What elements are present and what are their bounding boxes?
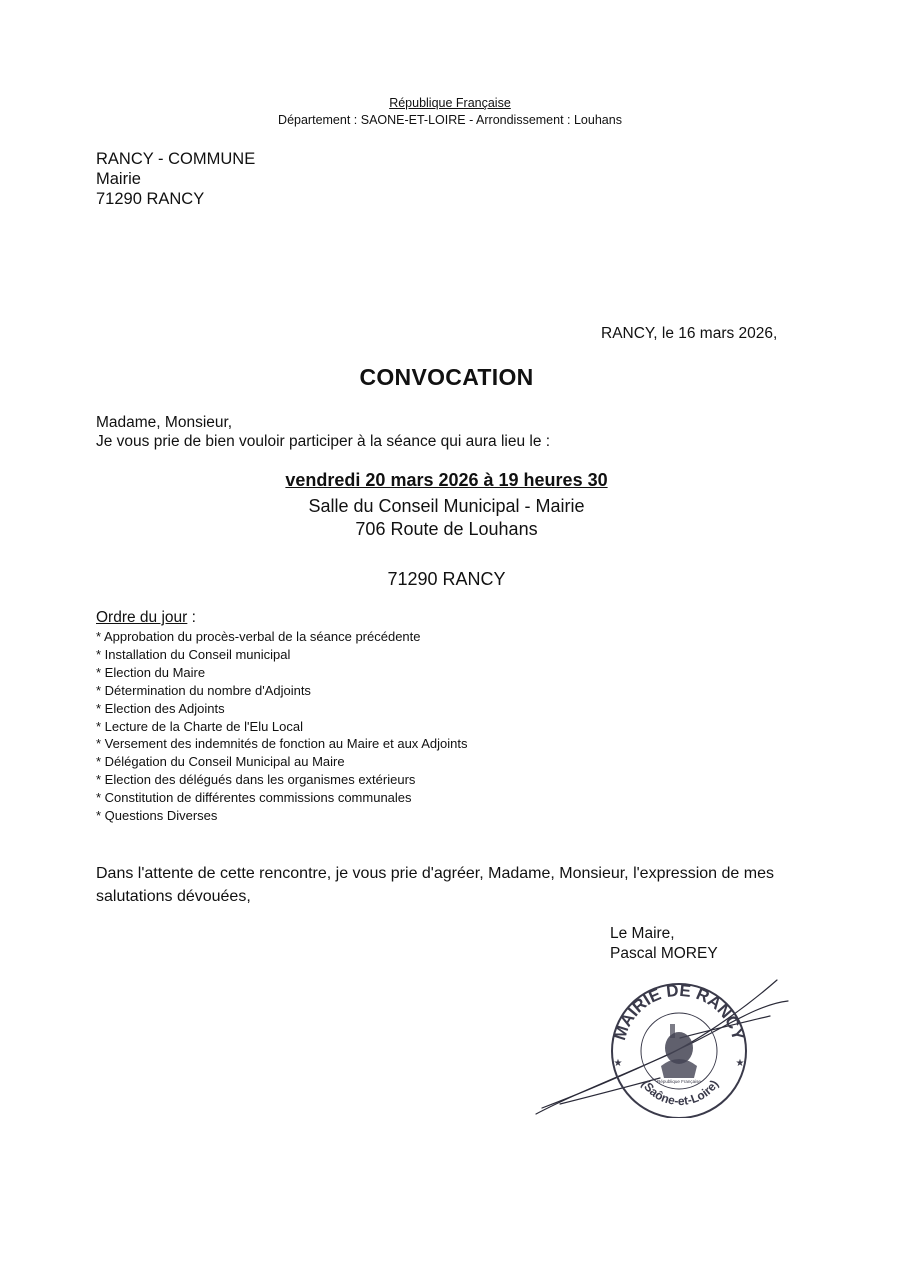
agenda-heading-colon: : (187, 609, 196, 626)
seal-bottom-text: (Saône-et-Loire) (638, 1077, 722, 1109)
sender-line: Mairie (96, 170, 141, 188)
republic-label: République Française (389, 96, 511, 110)
agenda-heading-label: Ordre du jour (96, 609, 188, 626)
agenda-item: * Election des délégués dans les organismes extérieurs (96, 772, 416, 788)
meeting-datetime: vendredi 20 mars 2026 à 19 heures 30 (285, 470, 608, 490)
intro-paragraph (96, 413, 550, 451)
signature-block (610, 924, 718, 964)
agenda-item: * Election des Adjoints (96, 700, 225, 716)
meeting-room: Salle du Conseil Municipal - Mairie (308, 496, 585, 516)
department-label: Département : SAONE-ET-LOIRE - Arrondissement : Louhans (278, 113, 622, 127)
closing-paragraph: Dans l'attente de cette rencontre, je vous prie d'agréer, Madame, Monsieur, l'expression de mes salutations dévouées, (96, 865, 774, 905)
sender-address (96, 149, 255, 209)
agenda-item: * Lecture de la Charte de l'Elu Local (96, 718, 303, 734)
agenda-item: * Installation du Conseil municipal (96, 646, 291, 662)
agenda-item: * Constitution de différentes commissions communales (96, 790, 412, 806)
document-title: CONVOCATION (359, 364, 534, 390)
official-seal (610, 981, 748, 1118)
signatory-name: Pascal MOREY (610, 945, 718, 962)
agenda-item: * Election du Maire (96, 664, 206, 680)
agenda-item: * Versement des indemnités de fonction au Maire et aux Adjoints (96, 736, 468, 752)
seal-top-text: MAIRIE DE RANCY (610, 980, 748, 1043)
meeting-city: 71290 RANCY (387, 569, 506, 589)
invitation-line: Je vous prie de bien vouloir participer à la séance qui aura lieu le : (96, 433, 551, 450)
star-left-icon: ★ (613, 1058, 623, 1069)
marianne-emblem (661, 1024, 697, 1078)
signatory-role: Le Maire, (610, 925, 675, 942)
republic-header (0, 95, 900, 129)
salutation: Madame, Monsieur, (96, 414, 233, 431)
mayor-stamp-and-signature (530, 968, 800, 1118)
agenda-list (96, 628, 467, 825)
date-line: RANCY, le 16 mars 2026, (601, 325, 778, 342)
agenda-item: * Délégation du Conseil Municipal au Maire (96, 754, 345, 770)
sender-line: 71290 RANCY (96, 190, 205, 208)
star-right-icon: ★ (735, 1058, 745, 1069)
sender-line: RANCY - COMMUNE (96, 150, 256, 168)
agenda-item: * Approbation du procès-verbal de la séance précédente (96, 629, 421, 644)
agenda-item: * Détermination du nombre d'Adjoints (96, 682, 311, 698)
seal-small-text: République Française (657, 1079, 701, 1084)
agenda-heading (96, 609, 196, 627)
agenda-item: * Questions Diverses (96, 808, 218, 824)
meeting-address: 706 Route de Louhans (355, 519, 538, 539)
